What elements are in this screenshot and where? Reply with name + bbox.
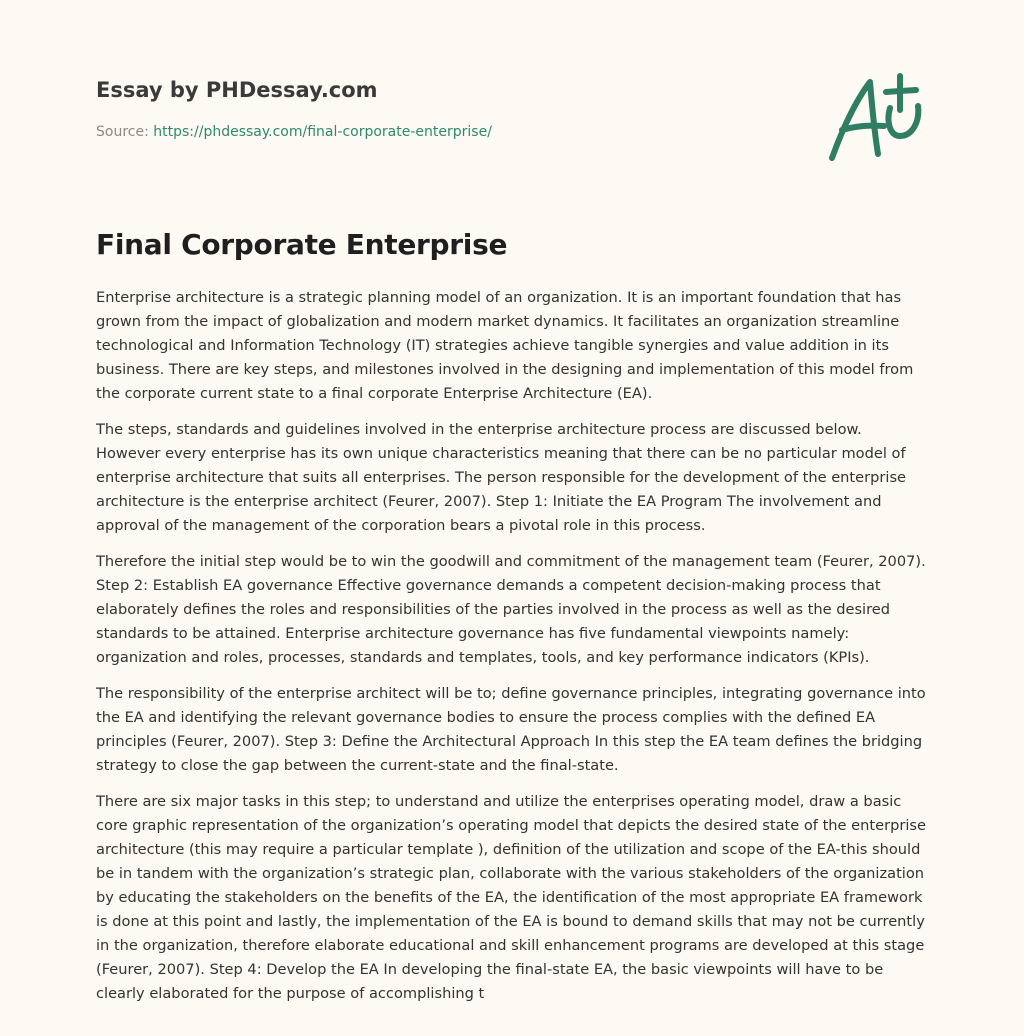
article-title: Final Corporate Enterprise [96, 228, 508, 261]
paragraph: The responsibility of the enterprise architect will be to; define governance principles, integrating governance into the EA and identifying the relevant governance bodies to ensure the process complies with the defined EA principles (Feurer, 2007). Step 3: Define the Architectural Approach In this step the EA team defines the bridging strategy to close the gap between the current-state and the final-state. [96, 685, 926, 774]
source-label: Source: [96, 124, 154, 140]
paragraph: Enterprise architecture is a strategic planning model of an organization. It is an important foundation that has grown from the impact of globalization and modern market dynamics. It facilitates an organization streamline technological and Information Technology (IT) strategies achieve tangible synergies and value addition in its business. There are key steps, and milestones involved in the designing and implementation of this model from the corporate current state to a final corporate Enterprise Architecture (EA). [96, 289, 914, 402]
paragraph: The steps, standards and guidelines involved in the enterprise architecture process are discussed below. However every enterprise has its own unique characteristics meaning that there can be no particular model of enterprise architecture that suits all enterprises. The person responsible for the development of the enterprise architecture is the enterprise architect (Feurer, 2007). Step 1: Initiate the EA Program The involvement and approval of the management of the corporation bears a pivotal role in this process. [96, 421, 907, 534]
paragraph: Therefore the initial step would be to win the goodwill and commitment of the management team (Feurer, 2007). Step 2: Establish EA governance Effective governance demands a competent decision-making process that elaborately defines the roles and responsibilities of the parties involved in the process as well as the desired standards to be attained. Enterprise architecture governance has five fundamental viewpoints namely: organization and roles, processes, standards and templates, tools, and key performance indicators (KPIs). [96, 553, 926, 666]
source-line [96, 122, 492, 142]
a-plus-grade-icon [824, 70, 928, 166]
page-header [96, 76, 928, 176]
source-link[interactable]: https://phdessay.com/final-corporate-enterprise/ [153, 124, 492, 140]
article-body [96, 286, 930, 1018]
paragraph: There are six major tasks in this step; to understand and utilize the enterprises operating model, draw a basic core graphic representation of the organization’s operating model that depicts the desired state of the enterprise architecture (this may require a particular template ), definition of the utilization and scope of the EA-this should be in tandem with the organization’s strategic plan, collaborate with the various stakeholders of the organization by educating the stakeholders on the benefits of the EA, the identification of the most appropriate EA framework is done at this point and lastly, the implementation of the EA is bound to demand skills that may not be currently in the organization, therefore elaborate educational and skill enhancement programs are developed at this stage (Feurer, 2007). Step 4: Develop the EA In developing the final-state EA, the basic viewpoints will have to be clearly elaborated for the purpose of accomplishing t [96, 793, 926, 1002]
brand-name: Essay by PHDessay.com [96, 78, 378, 102]
